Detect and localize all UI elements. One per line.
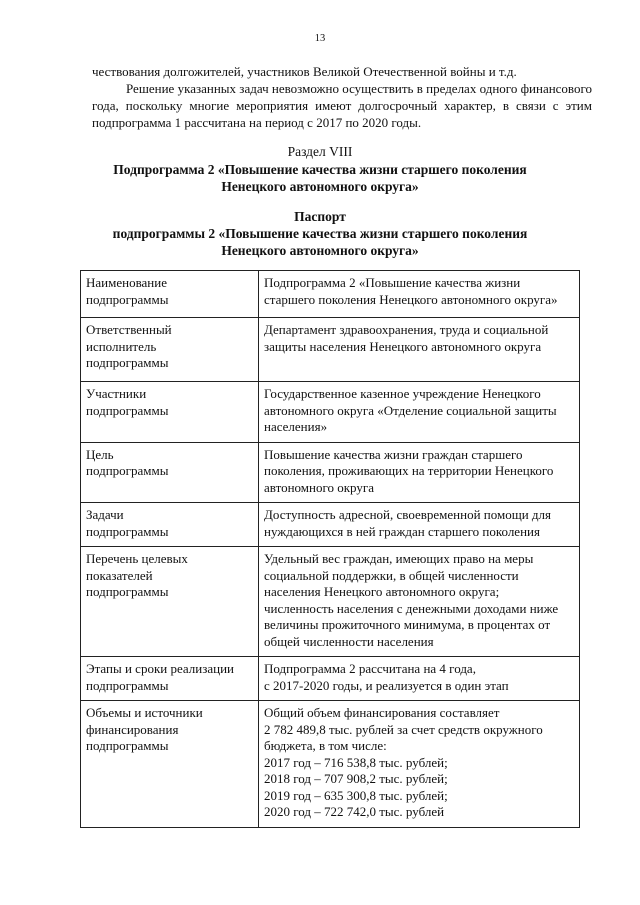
table-row-goal (81, 442, 580, 503)
value-line: 2018 год – 707 908,2 тыс. рублей; (264, 771, 448, 786)
value-line: старшего поколения Ненецкого автономного округа» (264, 291, 558, 307)
table-row-responsible (81, 318, 580, 382)
label-line: показателей (86, 567, 153, 583)
value-line: Подпрограмма 2 рассчитана на 4 года, (264, 661, 476, 676)
row-label (81, 503, 259, 547)
row-value (259, 382, 580, 443)
value-line: социальной поддержки, в общей численности (264, 567, 519, 583)
row-label (81, 382, 259, 443)
value-line: населения» (264, 419, 328, 434)
row-value (259, 442, 580, 503)
label-line: Ответственный (86, 322, 172, 337)
value-line: бюджета, в том числе: (264, 738, 387, 753)
value-line: 2017 год – 716 538,8 тыс. рублей; (264, 754, 448, 770)
intro-text (92, 63, 592, 131)
row-label (81, 547, 259, 657)
row-value (259, 547, 580, 657)
passport-heading-line-3: Ненецкого автономного округа» (221, 243, 419, 258)
label-line: Цель (86, 446, 114, 462)
value-line: поколения, проживающих на территории Ненецкого (264, 463, 554, 478)
table-row-name (81, 271, 580, 318)
value-line: Удельный вес граждан, имеющих право на меры (264, 551, 534, 566)
row-value (259, 318, 580, 382)
passport-heading (60, 208, 580, 259)
row-value (259, 701, 580, 828)
value-line: 2020 год – 722 742,0 тыс. рублей (264, 804, 445, 819)
row-label (81, 701, 259, 828)
table-row-participants (81, 382, 580, 443)
row-label (81, 442, 259, 503)
label-line: Перечень целевых (86, 551, 188, 566)
label-line: Участники (86, 386, 147, 401)
label-line: Задачи (86, 507, 124, 522)
label-line: финансирования (86, 721, 179, 737)
table-row-indicators (81, 547, 580, 657)
passport-heading-line-1: Паспорт (294, 209, 346, 224)
passport-table (80, 270, 580, 828)
table-row-tasks (81, 503, 580, 547)
subprogram-heading-line-2: Ненецкого автономного округа» (221, 179, 419, 194)
section-label: Раздел VIII (287, 144, 353, 159)
value-line: численность населения с денежными доходами ниже (264, 600, 559, 616)
value-line: 2 782 489,8 тыс. рублей за счет средств окружного (264, 721, 543, 737)
value-line: Подпрограмма 2 «Повышение качества жизни (264, 275, 521, 290)
passport-heading-line-2: подпрограммы 2 «Повышение качества жизни старшего поколения (112, 226, 528, 241)
value-line: с 2017-2020 годы, и реализуется в один этап (264, 677, 509, 693)
label-line: подпрограммы (86, 402, 169, 418)
label-line: подпрограммы (86, 677, 169, 693)
label-line: подпрограммы (86, 523, 169, 539)
row-value (259, 657, 580, 701)
label-line: исполнитель (86, 338, 157, 354)
row-label (81, 271, 259, 318)
intro-paragraph-2: Решение указанных задач невозможно осуществить в пределах одного финансового года, поскольку многие мероприятия имеют долгосрочный характер, в связи с этим подпрограмма 1 рассчитана на период с 2017 по 2020 годы. (92, 81, 592, 130)
row-value (259, 503, 580, 547)
table-row-stages (81, 657, 580, 701)
value-line: величины прожиточного минимума, в процентах от (264, 617, 551, 632)
label-line: подпрограммы (86, 463, 169, 478)
row-value (259, 271, 580, 318)
value-line: Государственное казенное учреждение Ненецкого (264, 386, 541, 401)
value-line: автономного округа (264, 479, 374, 495)
value-line: общей численности населения (264, 633, 434, 649)
value-line: Доступность адресной, своевременной помощи для (264, 507, 552, 522)
row-label (81, 657, 259, 701)
value-line: нуждающихся в ней граждан старшего поколения (264, 523, 540, 539)
label-line: Объемы и источники (86, 705, 203, 720)
value-line: автономного округа «Отделение социальной защиты (264, 402, 557, 418)
label-line: подпрограммы (86, 738, 169, 753)
subprogram-heading (60, 161, 580, 195)
page-number: 13 (314, 33, 326, 44)
intro-paragraph-1: чествования долгожителей, участников Великой Отечественной войны и т.д. (92, 64, 517, 79)
label-line: подпрограммы (86, 291, 169, 307)
label-line: подпрограммы (86, 584, 169, 599)
value-line: защиты населения Ненецкого автономного округа (264, 338, 542, 354)
table-row-funding (81, 701, 580, 828)
label-line: Этапы и сроки реализации (86, 661, 234, 676)
value-line: 2019 год – 635 300,8 тыс. рублей; (264, 787, 448, 803)
label-line: Наименование (86, 275, 167, 290)
value-line: Департамент здравоохранения, труда и социальной (264, 322, 549, 337)
subprogram-heading-line-1: Подпрограмма 2 «Повышение качества жизни старшего поколения (113, 162, 527, 177)
row-label (81, 318, 259, 382)
value-line: населения Ненецкого автономного округа; (264, 584, 500, 599)
value-line: Повышение качества жизни граждан старшего (264, 446, 523, 462)
value-line: Общий объем финансирования составляет (264, 705, 500, 720)
label-line: подпрограммы (86, 355, 169, 370)
